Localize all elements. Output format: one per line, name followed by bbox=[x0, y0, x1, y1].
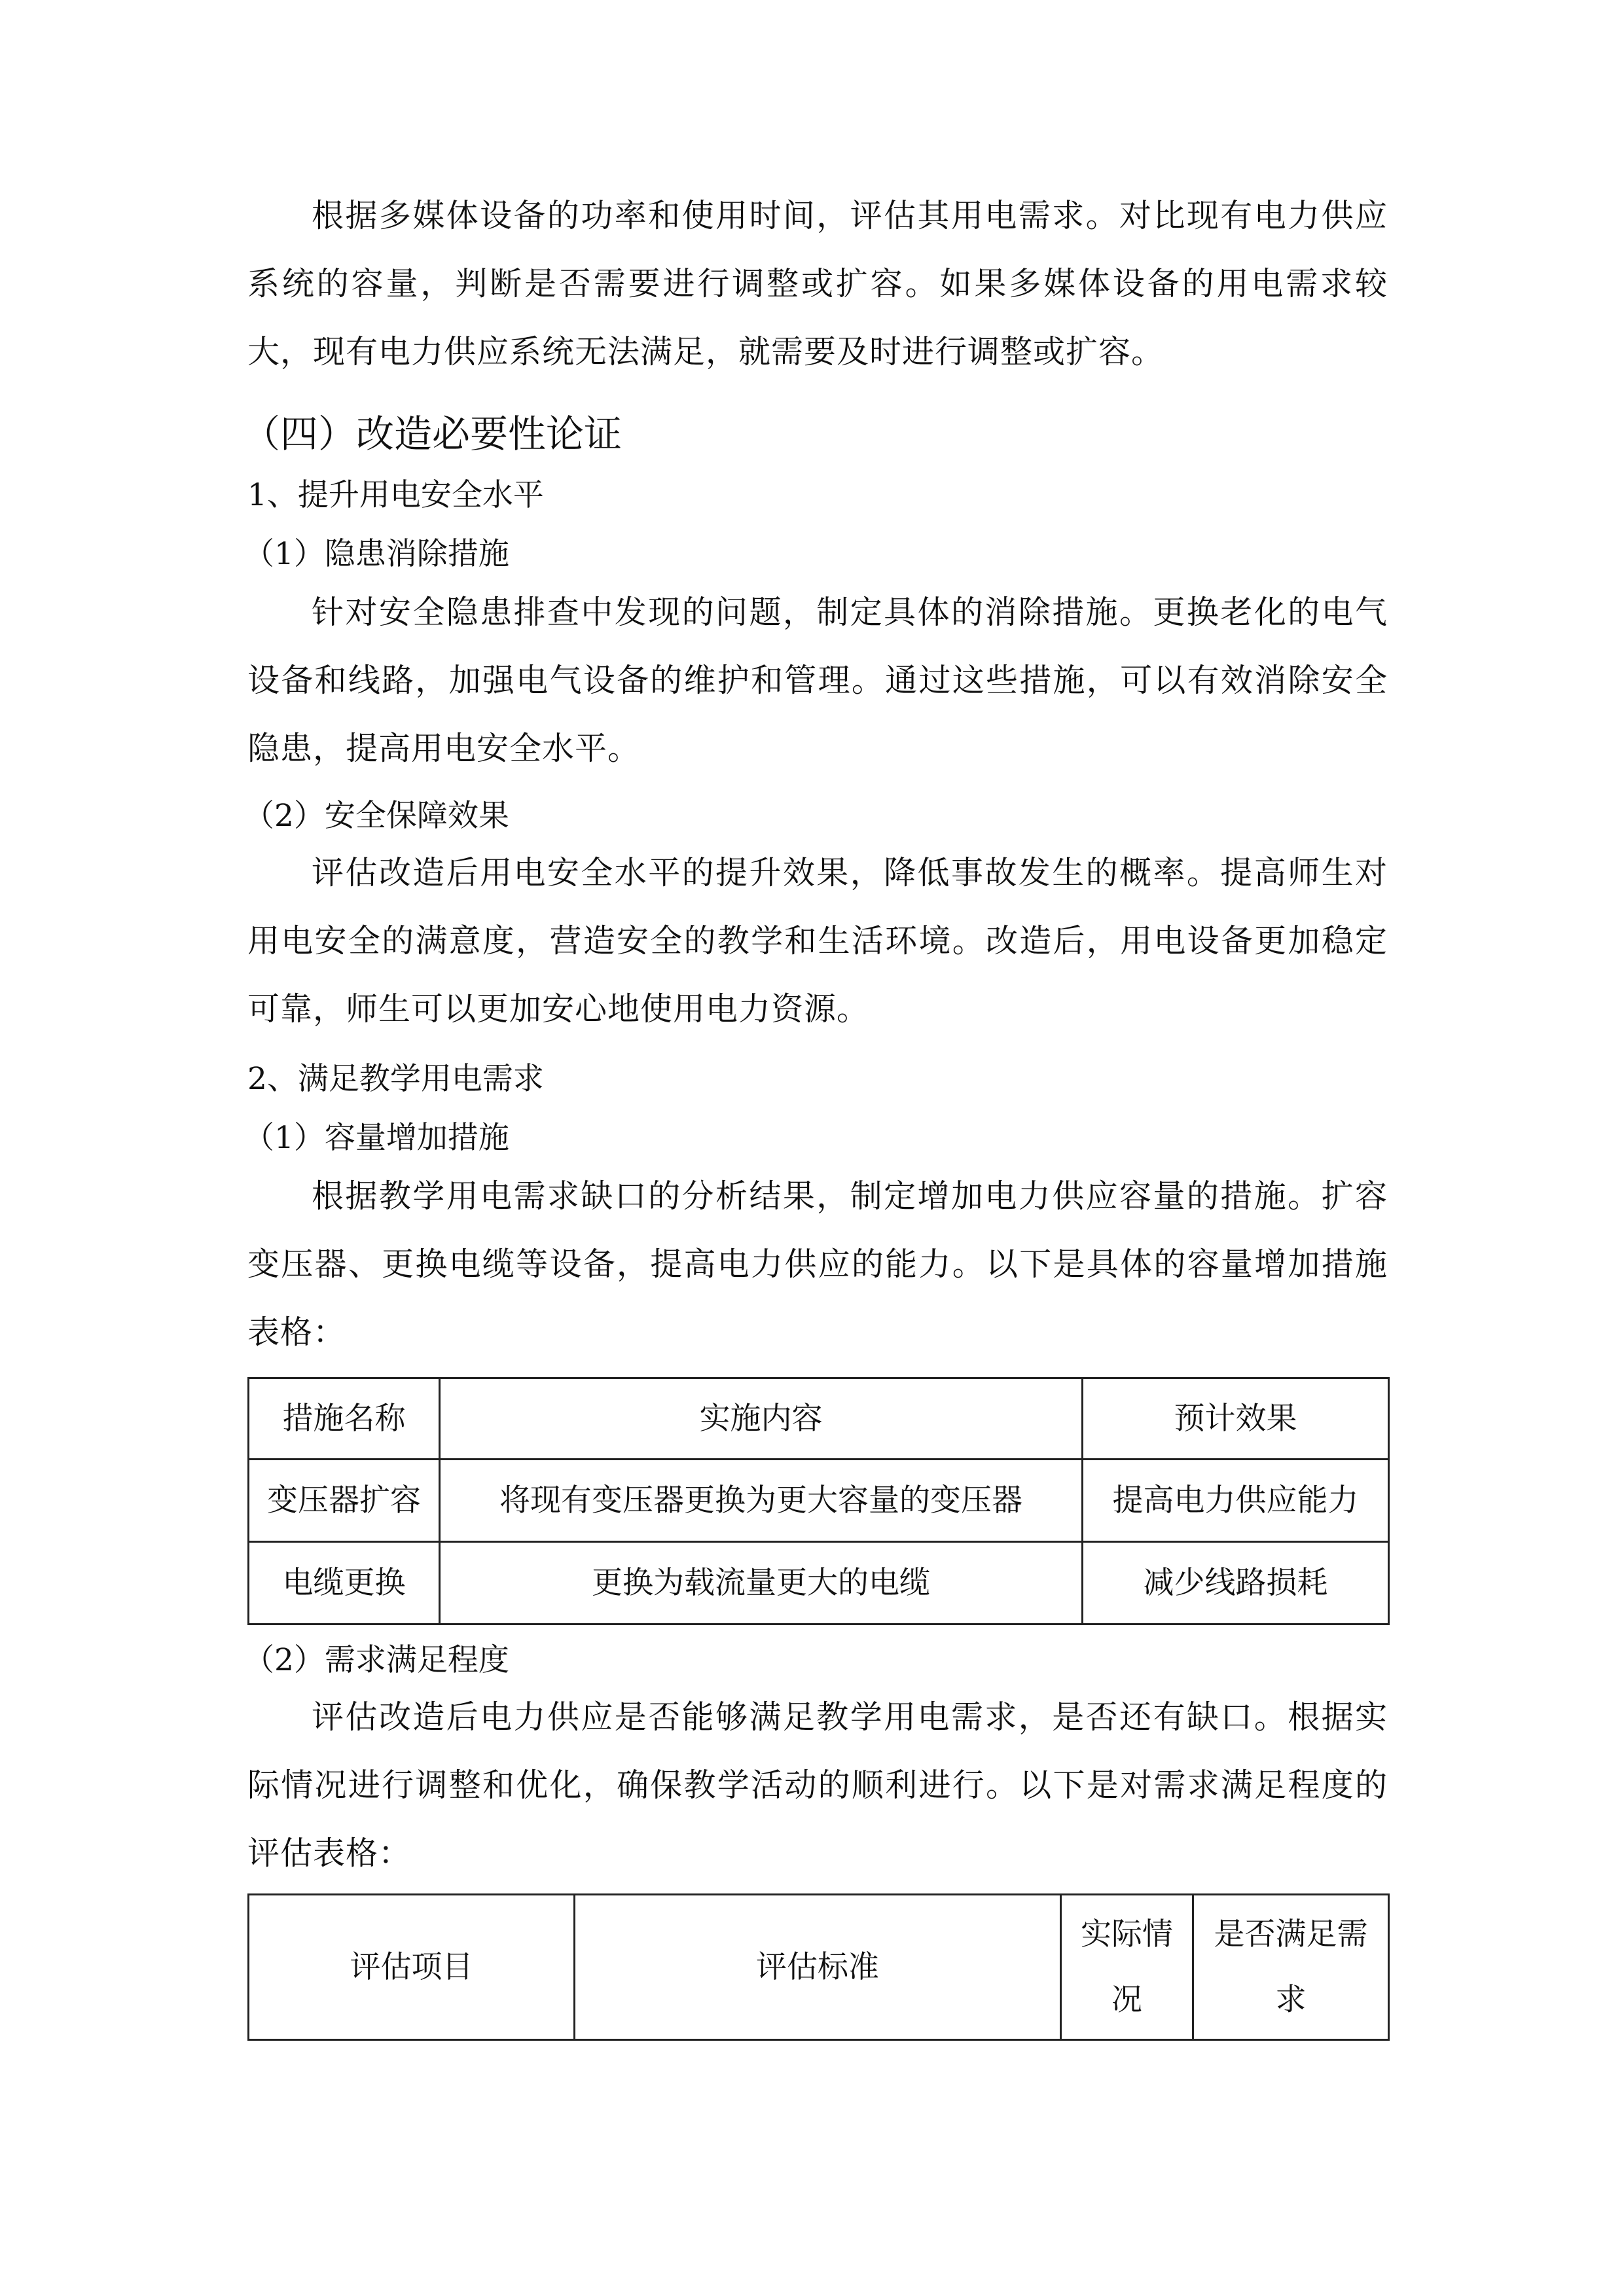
table-header-cell: 措施名称 bbox=[249, 1378, 440, 1460]
subheading-hazard-measures: （1）隐患消除措施 bbox=[244, 536, 509, 572]
table-header-cell: 是否满足需求 bbox=[1193, 1895, 1389, 2040]
paragraph-safety-effect: 评估改造后用电安全水平的提升效果，降低事故发生的概率。提高师生对用电安全的满意度，营造安全的教学和生活环境。改造后，用电设备更加稳定可靠，师生可以更加安心地使用电力资源。 bbox=[247, 854, 1388, 1028]
subheading-safety-effect: （2）安全保障效果 bbox=[244, 798, 509, 834]
capacity-measures-table bbox=[247, 1377, 1390, 1625]
subheading-demand-satisfaction: （2）需求满足程度 bbox=[244, 1642, 509, 1678]
table-header-cell: 实际情况 bbox=[1061, 1895, 1193, 2040]
table-header-row bbox=[249, 1378, 1389, 1460]
table-row bbox=[249, 1460, 1389, 1542]
table-header-cell: 评估项目 bbox=[249, 1895, 575, 2040]
table-row bbox=[249, 1542, 1389, 1624]
table-cell: 电缆更换 bbox=[249, 1542, 440, 1624]
paragraph-power-demand: 根据多媒体设备的功率和使用时间，评估其用电需求。对比现有电力供应系统的容量，判断是否需要进行调整或扩容。如果多媒体设备的用电需求较大，现有电力供应系统无法满足，就需要及时进行调整或扩容。 bbox=[247, 197, 1388, 370]
table-header-cell: 实施内容 bbox=[440, 1378, 1083, 1460]
table-cell: 提高电力供应能力 bbox=[1083, 1460, 1389, 1542]
subheading-capacity-measures: （1）容量增加措施 bbox=[244, 1120, 509, 1156]
demand-evaluation-table bbox=[247, 1893, 1390, 2041]
document-page bbox=[242, 0, 1388, 2296]
table-header-cell: 评估标准 bbox=[575, 1895, 1061, 2040]
paragraph-demand-satisfaction: 评估改造后电力供应是否能够满足教学用电需求，是否还有缺口。根据实际情况进行调整和优化，确保教学活动的顺利进行。以下是对需求满足程度的评估表格： bbox=[247, 1698, 1388, 1872]
paragraph-capacity-measures: 根据教学用电需求缺口的分析结果，制定增加电力供应容量的措施。扩容变压器、更换电缆等设备，提高电力供应的能力。以下是具体的容量增加措施表格： bbox=[247, 1177, 1388, 1351]
table-header-cell: 预计效果 bbox=[1083, 1378, 1389, 1460]
table-cell: 将现有变压器更换为更大容量的变压器 bbox=[440, 1460, 1083, 1542]
table-cell: 更换为载流量更大的电缆 bbox=[440, 1542, 1083, 1624]
table-cell: 减少线路损耗 bbox=[1083, 1542, 1389, 1624]
heading-safety-level: 1、提升用电安全水平 bbox=[247, 477, 544, 513]
table-cell: 变压器扩容 bbox=[249, 1460, 440, 1542]
heading-teaching-demand: 2、满足教学用电需求 bbox=[247, 1061, 544, 1097]
paragraph-hazard-measures: 针对安全隐患排查中发现的问题，制定具体的消除措施。更换老化的电气设备和线路，加强电气设备的维护和管理。通过这些措施，可以有效消除安全隐患，提高用电安全水平。 bbox=[247, 594, 1388, 767]
section-heading-necessity: （四）改造必要性论证 bbox=[242, 412, 623, 456]
table-header-row bbox=[249, 1895, 1389, 2040]
